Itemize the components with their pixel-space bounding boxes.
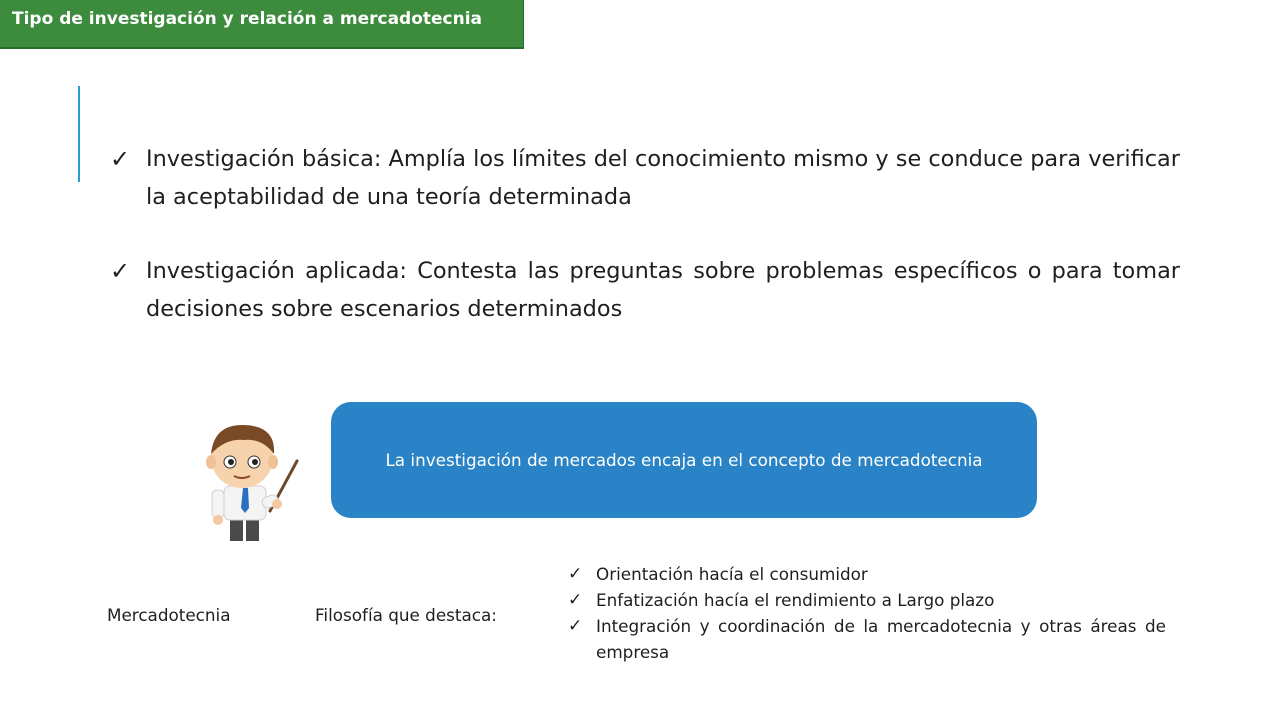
label-mercadotecnia: Mercadotecnia [107,605,231,625]
presenter-character-icon [200,416,310,541]
philosophy-list [568,561,1166,665]
checkmark-icon: ✓ [110,257,131,285]
checkmark-icon: ✓ [568,590,583,610]
main-bullet-list [110,140,1180,328]
label-filosofia: Filosofía que destaca: [315,605,497,625]
checkmark-icon: ✓ [110,145,131,173]
slide-title: Tipo de investigación y relación a mercadotecnia [12,9,483,29]
checkmark-icon: ✓ [568,564,583,584]
concept-banner [331,402,1037,518]
list-item: ✓ Enfatización hacía el rendimiento a Largo plazo [568,587,1166,613]
slide-title-tab [0,0,524,49]
list-item: ✓ Integración y coordinación de la mercadotecnia y otras áreas de empresa [568,613,1166,665]
accent-line [78,86,80,182]
bullet-text: Investigación aplicada: Contesta las preguntas sobre problemas específicos o para tomar decisiones sobre escenarios determinados [146,258,1180,322]
bullet-basic-research [110,140,1180,216]
banner-text: La investigación de mercados encaja en el concepto de mercadotecnia [385,450,983,470]
bullet-text: Investigación básica: Amplía los límites del conocimiento mismo y se conduce para verificar la aceptabilidad de una teoría determinada [146,146,1180,210]
checkmark-icon: ✓ [568,616,583,636]
bullet-applied-research [110,252,1180,328]
list-item: ✓ Orientación hacía el consumidor [568,561,1166,587]
